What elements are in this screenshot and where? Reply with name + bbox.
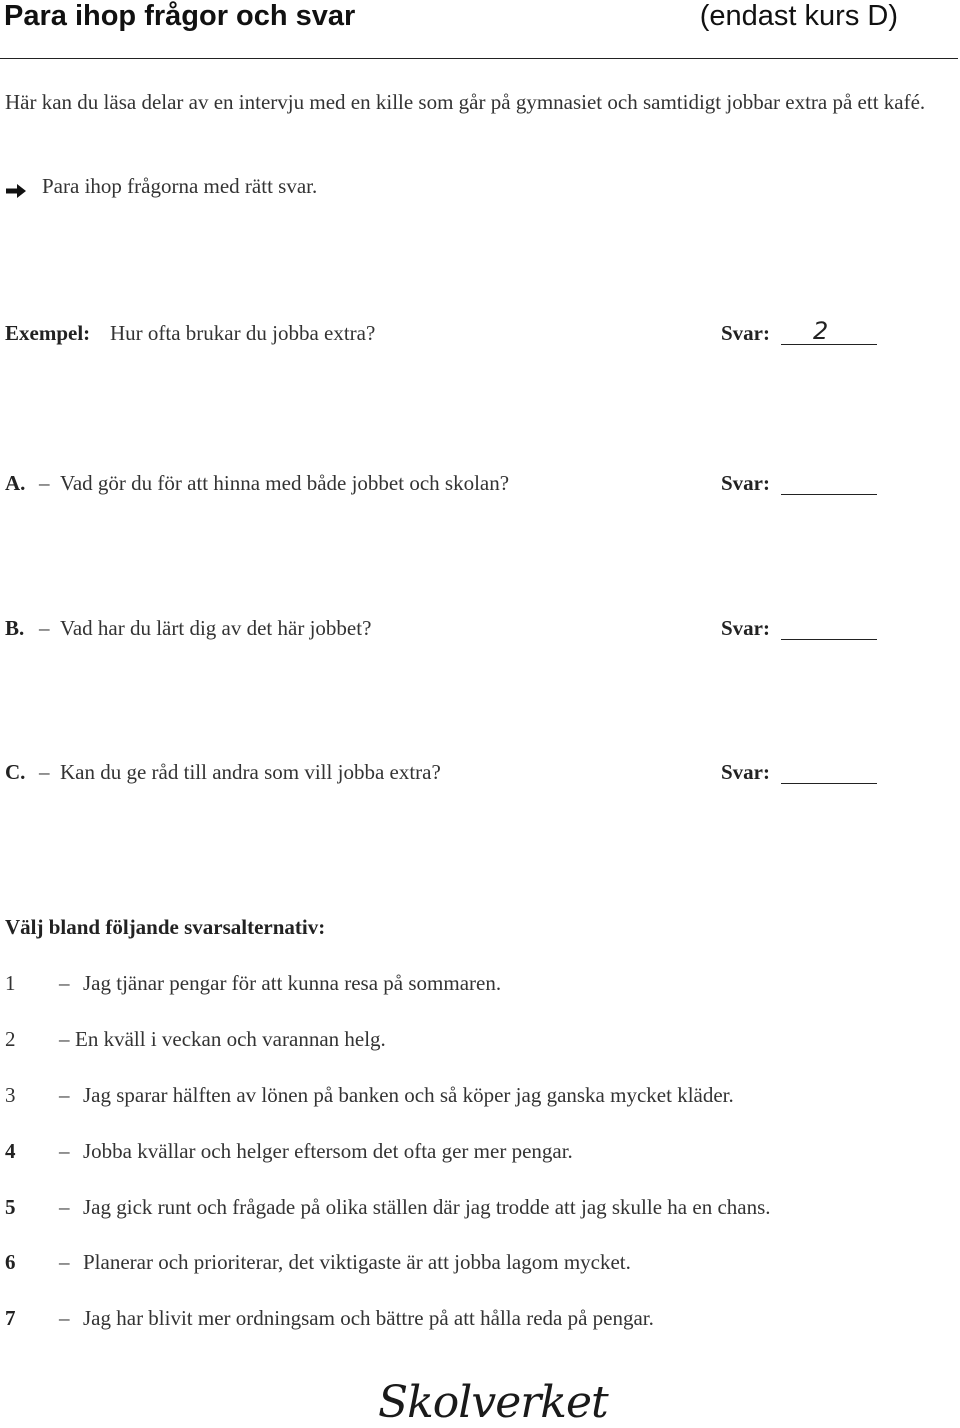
page-title: Para ihop frågor och svar — [4, 0, 356, 32]
logo-text: Skolverket — [378, 1377, 608, 1428]
question-text: Hur ofta brukar du jobba extra? — [110, 321, 376, 345]
option-item — [5, 1302, 955, 1334]
answer-line[interactable] — [781, 344, 877, 345]
svar-label: Svar: — [721, 321, 770, 345]
header-divider — [0, 58, 958, 59]
option-text: Jag sparar hälften av lönen på banken och så köper jag ganska mycket kläder. — [83, 1083, 734, 1107]
question-label: A. — [5, 471, 26, 495]
question-label: B. — [5, 616, 25, 640]
instruction-text: Para ihop frågorna med rätt svar. — [42, 174, 318, 198]
option-dash: – — [59, 971, 70, 995]
option-number: 5 — [5, 1195, 16, 1219]
question-label: Exempel: — [5, 321, 91, 345]
skolverket-logo — [378, 1377, 608, 1428]
svar-label: Svar: — [721, 616, 770, 640]
page-header — [0, 0, 960, 60]
intro-paragraph: Här kan du läsa delar av en intervju med en kille som går på gymnasiet och samtidigt jobbar extra på ett kafé. — [5, 90, 926, 114]
option-text: Jag tjänar pengar för att kunna resa på sommaren. — [83, 971, 502, 995]
question-dash: – — [39, 760, 50, 784]
option-number: 2 — [5, 1027, 16, 1051]
option-dash: – — [59, 1139, 70, 1163]
answer-line[interactable] — [781, 494, 877, 495]
option-dash: – — [59, 1083, 70, 1107]
option-text: Jobba kvällar och helger eftersom det ofta ger mer pengar. — [83, 1139, 573, 1163]
option-text: En kväll i veckan och varannan helg. — [75, 1027, 386, 1051]
option-item — [5, 1191, 955, 1223]
question-example — [5, 317, 960, 349]
option-dash: – — [59, 1306, 70, 1330]
svar-label: Svar: — [721, 760, 770, 784]
instruction — [42, 171, 317, 201]
question-c — [5, 756, 960, 788]
option-number: 3 — [5, 1083, 16, 1107]
option-dash: – — [59, 1027, 70, 1051]
option-text: Jag har blivit mer ordningsam och bättre på att hålla reda på pengar. — [83, 1306, 654, 1330]
option-item — [5, 967, 955, 999]
option-number: 7 — [5, 1306, 16, 1330]
svar-label: Svar: — [721, 471, 770, 495]
options-heading: Välj bland följande svarsalternativ: — [5, 915, 326, 939]
option-text: Planerar och prioriterar, det viktigaste är att jobba lagom mycket. — [83, 1250, 631, 1274]
option-item — [5, 1135, 955, 1167]
option-text: Jag gick runt och frågade på olika ställen där jag trodde att jag skulle ha en chans. — [83, 1195, 771, 1219]
option-item — [5, 1079, 955, 1111]
question-b — [5, 612, 960, 644]
answer-line[interactable] — [781, 783, 877, 784]
question-label: C. — [5, 760, 26, 784]
option-item — [5, 1246, 955, 1278]
option-number: 1 — [5, 971, 16, 995]
question-text: Vad har du lärt dig av det här jobbet? — [60, 616, 372, 640]
page-subtitle: (endast kurs D) — [699, 0, 898, 32]
option-number: 6 — [5, 1250, 16, 1274]
option-dash: – — [59, 1250, 70, 1274]
answer-line[interactable] — [781, 639, 877, 640]
question-a — [5, 467, 960, 499]
option-dash: – — [59, 1195, 70, 1219]
answer-value: 2 — [813, 317, 829, 345]
question-dash: – — [39, 471, 50, 495]
arrow-right-icon — [5, 177, 27, 193]
option-item — [5, 1023, 955, 1055]
question-text: Kan du ge råd till andra som vill jobba extra? — [60, 760, 441, 784]
question-text: Vad gör du för att hinna med både jobbet och skolan? — [60, 471, 510, 495]
question-dash: – — [39, 616, 50, 640]
option-number: 4 — [5, 1139, 16, 1163]
